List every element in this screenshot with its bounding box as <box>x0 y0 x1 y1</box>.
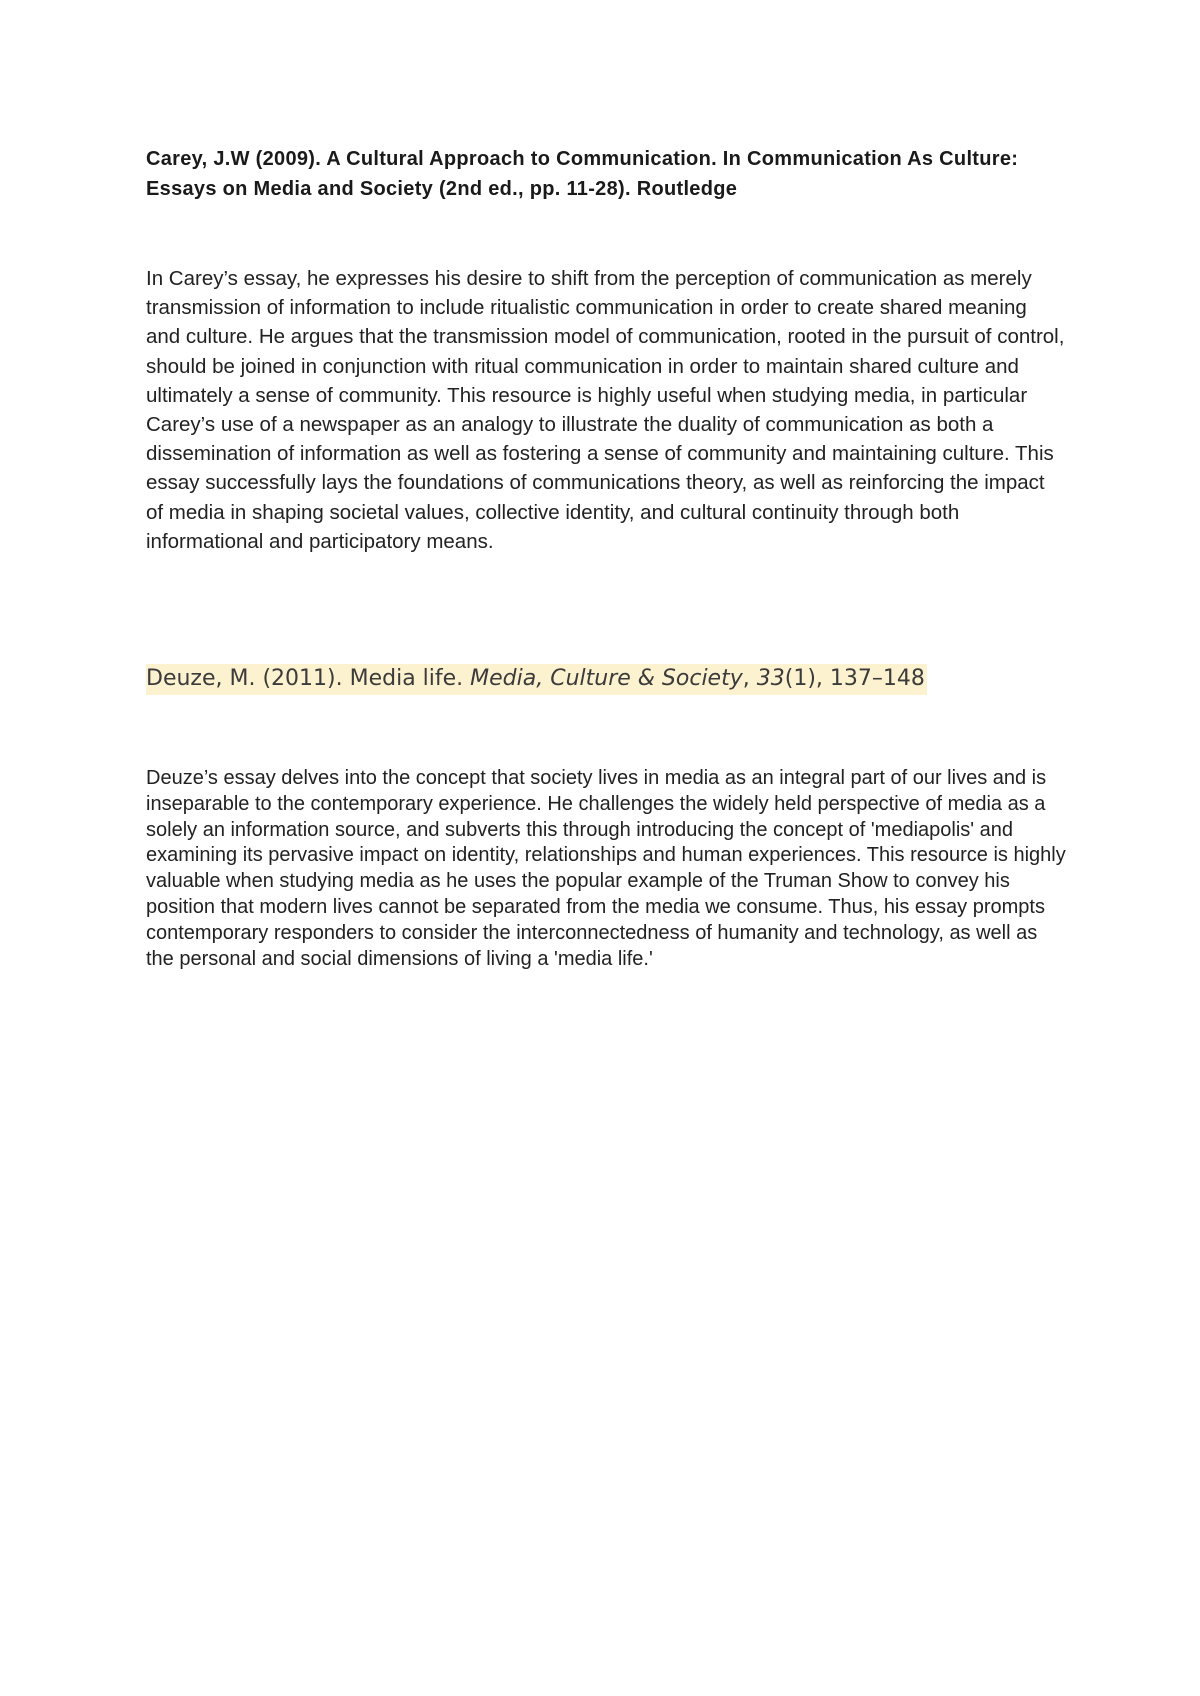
citation-deuze-author-title: Deuze, M. (2011). Media life. <box>146 666 471 691</box>
annotation-deuze: Deuze’s essay delves into the concept that society lives in media as an integral part of our lives and is inseparable to the contemporary experience. He challenges the widely held perspective of media as a solely an information source, and subverts this through introducing the concept of 'mediapolis' and examining its pervasive impact on identity, relationships and human experiences. This resource is highly valuable when studying media as he uses the popular example of the Truman Show to convey his position that modern lives cannot be separated from the media we consume. Thus, his essay prompts contemporary responders to consider the interconnectedness of humanity and technology, as well as the personal and social dimensions of living a 'media life.' <box>146 767 1066 970</box>
citation-deuze-highlight <box>146 664 927 695</box>
citation-deuze <box>146 662 1066 696</box>
annotation-carey: In Carey’s essay, he expresses his desire to shift from the perception of communication as merely transmission of information to include ritualistic communication in order to create shared meaning and culture. He argues that the transmission model of communication, rooted in the pursuit of control, should be joined in conjunction with ritual communication in order to maintain shared culture and ultimately a sense of community. This resource is highly useful when studying media, in particular Carey’s use of a newspaper as an analogy to illustrate the duality of communication as both a dissemination of information as well as fostering a sense of community and maintaining culture. This essay successfully lays the foundations of communications theory, as well as reinforcing the impact of media in shaping societal values, collective identity, and cultural continuity through both informational and participatory means. <box>146 267 1065 553</box>
citation-deuze-issue-pages: (1), 137–148 <box>784 666 925 691</box>
citation-carey: Carey, J.W (2009). A Cultural Approach to Communication. In Communication As Culture: Essays on Media and Society (2nd ed., pp. 11-28). Routledge <box>146 148 1019 200</box>
citation-deuze-journal: Media, Culture & Society <box>470 666 743 691</box>
citation-deuze-separator: , <box>742 666 757 691</box>
citation-deuze-volume: 33 <box>756 666 785 691</box>
